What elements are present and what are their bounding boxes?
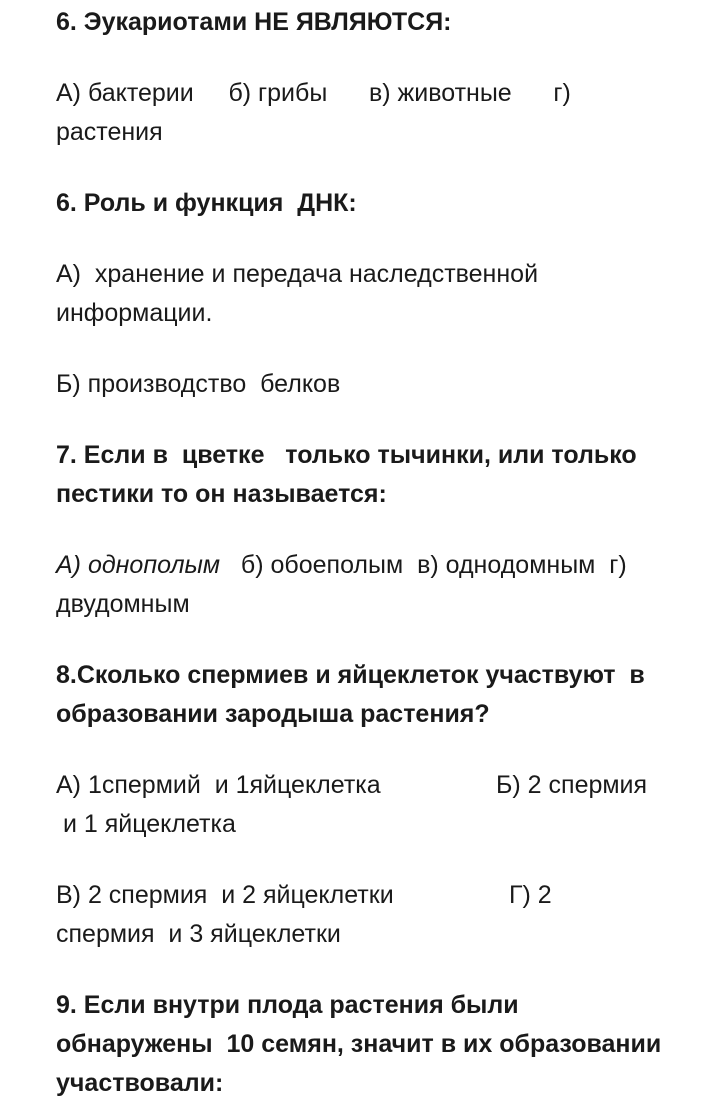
question-title: 9. Если внутри плода растения были xyxy=(56,991,519,1019)
question-title-continuation: образовании зародыша растения? xyxy=(56,700,490,728)
answer-d-continuation: спермия и 3 яйцеклетки xyxy=(56,920,341,948)
answer-a-italic: А) однополым xyxy=(56,551,221,579)
question-title: 8.Сколько спермиев и яйцеклеток участвуют в xyxy=(56,661,645,689)
answer-options-line xyxy=(56,553,627,578)
question-title-continuation: пестики то он называется: xyxy=(56,480,387,508)
answer-a-continuation: информации. xyxy=(56,299,213,327)
question-title: 7. Если в цветке только тычинки, или только xyxy=(56,441,637,469)
answer-a: А) 1спермий и 1яйцеклетка xyxy=(56,771,381,799)
answer-b: Б) 2 спермия xyxy=(496,771,648,799)
answer-options-line: двудомным xyxy=(56,590,190,618)
question-title: 6. Роль и функция ДНК: xyxy=(56,189,357,217)
answer-d: Г) 2 xyxy=(509,881,552,909)
answer-b: Б) производство белков xyxy=(56,370,341,398)
question-title-continuation: участвовали: xyxy=(56,1069,224,1097)
answer-options-line: А) бактерии б) грибы в) животные г) xyxy=(56,79,571,107)
question-title: 6. Эукариотами НЕ ЯВЛЯЮТСЯ: xyxy=(56,8,452,36)
answer-b-continuation: и 1 яйцеклетка xyxy=(56,810,236,838)
answer-options-line: растения xyxy=(56,118,163,146)
answer-options-rest: б) обоеполым в) однодомным г) xyxy=(220,551,627,579)
answer-c: В) 2 спермия и 2 яйцеклетки xyxy=(56,881,394,909)
answer-a: А) хранение и передача наследственной xyxy=(56,260,539,288)
question-title-continuation: обнаружены 10 семян, значит в их образовании xyxy=(56,1030,662,1058)
